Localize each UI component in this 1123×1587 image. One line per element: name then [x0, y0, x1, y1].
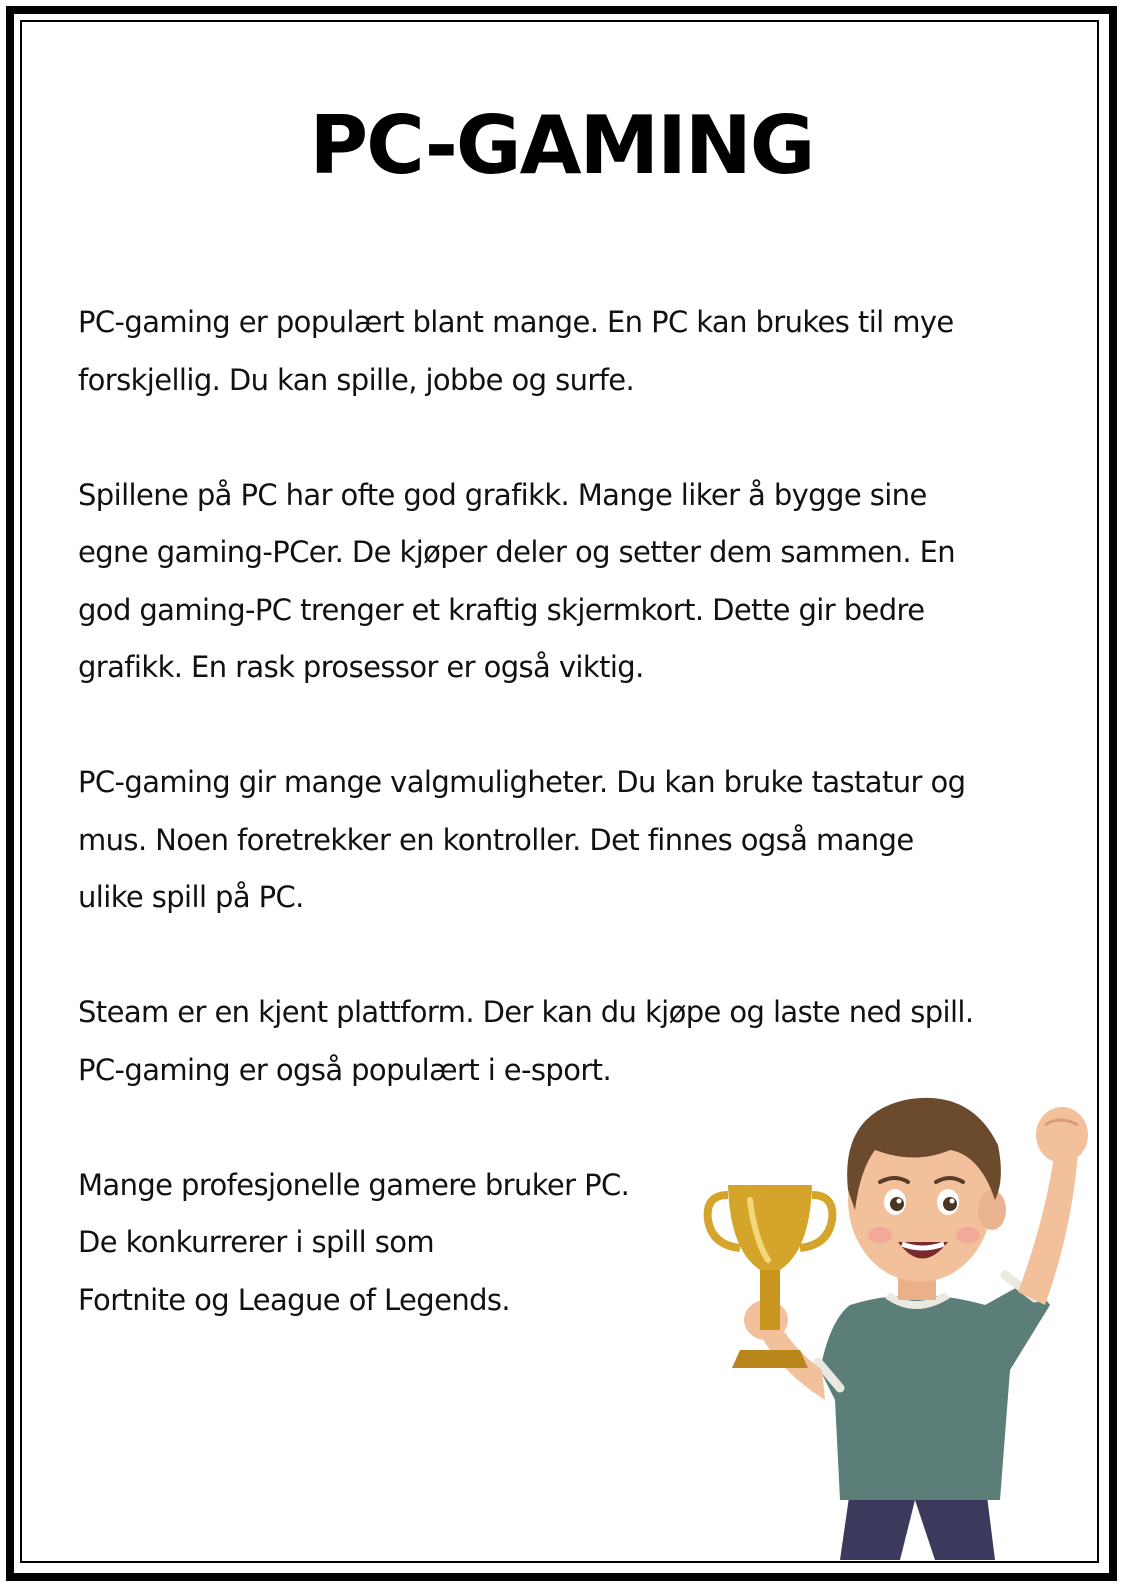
raised-fist — [1036, 1107, 1088, 1163]
trophy-base — [732, 1350, 808, 1368]
raised-arm — [1018, 1150, 1078, 1305]
paragraph-3: PC-gaming gir mange valgmuligheter. Du kan bruke tastatur og mus. Noen foretrekker en kontroller. Det finnes også mange ulike spill på PC. — [78, 765, 966, 914]
paragraph-5: Mange profesjonelle gamere bruker PC. De konkurrerer i spill som Fortnite og League of Legends. — [78, 1167, 630, 1317]
boy-holding-trophy-illustration — [700, 1070, 1100, 1560]
paragraph-2: Spillene på PC har ofte god grafikk. Mange liker å bygge sine egne gaming-PCer. De kjøper deler og setter dem sammen. En god gaming-PC trenger et kraftig skjermkort. Dette gir bedre grafikk. En rask prosessor er også viktig. — [78, 477, 956, 684]
trophy-stem — [760, 1270, 780, 1330]
shirt — [820, 1280, 1050, 1500]
paragraph-1: PC-gaming er populært blant mange. En PC kan brukes til mye forskjellig. Du kan spille, jobbe og surfe. — [78, 305, 954, 397]
paragraph-4: Steam er en kjent plattform. Der kan du kjøpe og laste ned spill. PC-gaming er også populært i e-sport. — [78, 995, 974, 1087]
ear-right — [978, 1190, 1006, 1230]
page-title: PC-GAMING — [309, 99, 814, 192]
